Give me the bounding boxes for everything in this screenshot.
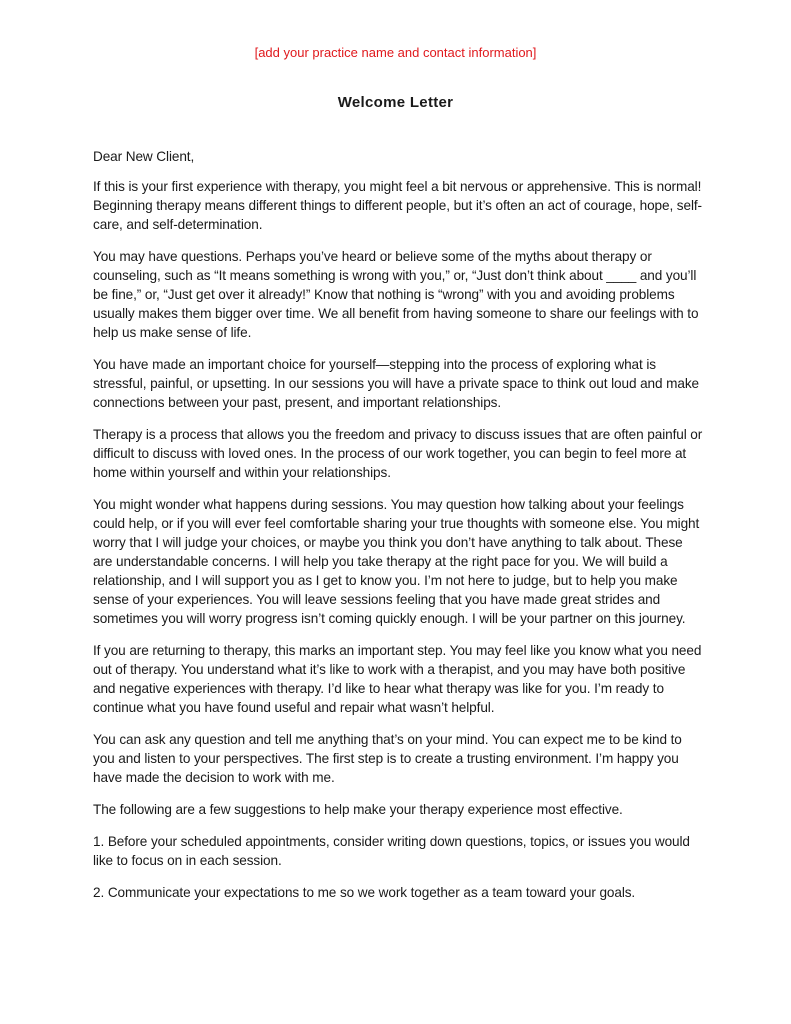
paragraph-suggestions-intro: The following are a few suggestions to help make your therapy experience most effective. [93, 802, 623, 817]
suggestion-item: 1. Before your scheduled appointments, consider writing down questions, topics, or issues you would like to focus on in each session. [93, 834, 690, 868]
paragraph-returning: If you are returning to therapy, this marks an important step. You may feel like you know what you need out of therapy. You understand what it’s like to work with a therapist, and you may have both positive and negative experiences with therapy. I’d like to hear what therapy was like for you. I’m ready to continue what you have found useful and repair what wasn’t helpful. [93, 643, 702, 715]
paragraph-trust: You can ask any question and tell me anything that’s on your mind. You can expect me to be kind to you and listen to your perspectives. The first step is to create a trusting environment. I’m happy you have made the decision to work with me. [93, 732, 682, 785]
paragraph-choice: You have made an important choice for yourself—stepping into the process of exploring what is stressful, painful, or upsetting. In our sessions you will have a private space to think out loud and make connections between your past, present, and important relationships. [93, 357, 699, 410]
salutation: Dear New Client, [93, 149, 195, 164]
paragraph-process: Therapy is a process that allows you the freedom and privacy to discuss issues that are often painful or difficult to discuss with loved ones. In the process of our work together, you can begin to feel more at home within yourself and within your relationships. [93, 427, 703, 480]
paragraph-questions: You may have questions. Perhaps you’ve heard or believe some of the myths about therapy or counseling, such as “It means something is wrong with you,” or, “Just don’t think about ____ and you’ll be fine,” or, “Just get over it already!” Know that nothing is “wrong” with you and avoiding problems usually makes them bigger over time. We all benefit from having someone to share our feelings with to help us make sense of life. [93, 249, 699, 340]
paragraph-intro: If this is your first experience with therapy, you might feel a bit nervous or apprehensive. This is normal! Beginning therapy means different things to different people, but it’s often an act of courage, hope, self-care, and self-determination. [93, 179, 702, 232]
letter-body [93, 147, 703, 915]
suggestion-item: 2. Communicate your expectations to me so we work together as a team toward your goals. [93, 885, 636, 900]
practice-info-placeholder: [add your practice name and contact information] [254, 45, 537, 60]
page-title: Welcome Letter [337, 94, 454, 111]
paragraph-sessions: You might wonder what happens during sessions. You may question how talking about your feelings could help, or if you will ever feel comfortable sharing your true thoughts with someone else. You might worry that I will judge your choices, or maybe you think you don’t have anything to talk about. These are understandable concerns. I will help you take therapy at the right pace for you. We will build a relationship, and I will support you as I get to know you. I’m not here to judge, but to help you make sense of your experiences. You will leave sessions feeling that you have made great strides and sometimes you will worry progress isn’t coming quickly enough. I will be your partner on this journey. [93, 497, 700, 626]
